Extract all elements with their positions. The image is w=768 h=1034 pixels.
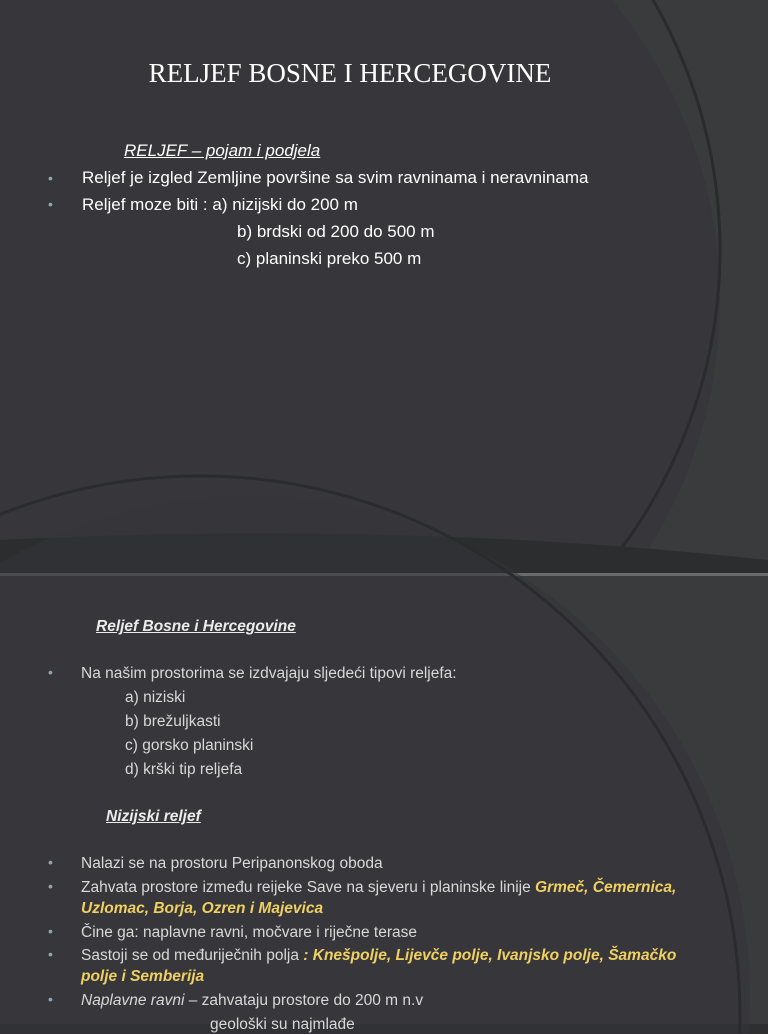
highlight-mountains: Grmeč, Čemernica, <box>535 879 677 896</box>
term: Naplavne ravni <box>81 992 185 1009</box>
bullet-icon: • <box>48 196 53 212</box>
highlight-fields: : Knešpolje, Lijevče polje, Ivanjsko polje, Šamačko <box>303 947 677 964</box>
section-heading: Nizijski reljef <box>106 808 201 825</box>
bullet-icon: • <box>48 854 53 870</box>
list-item: d) krški tip reljefa <box>125 761 243 778</box>
bullet-icon: • <box>48 946 53 962</box>
bullet-text: Reljef je izgled Zemljine površine sa svim ravninama i neravninama <box>82 168 589 187</box>
bullet-text: Nalazi se na prostoru Peripanonskog oboda <box>81 855 383 872</box>
bullet-text <box>81 992 423 1010</box>
bullet-icon: • <box>48 878 53 894</box>
highlight-mountains-continued: Uzlomac, Borja, Ozren i Majevica <box>81 900 324 917</box>
list-item: a) niziski <box>125 689 186 706</box>
list-item: b) brežuljkasti <box>125 713 221 730</box>
bullet-text: Reljef moze biti : a) nizijski do 200 m <box>82 195 358 214</box>
bullet-text <box>81 879 676 897</box>
bullet-text: Na našim prostorima se izdvajaju sljedeći tipovi reljefa: <box>81 665 457 682</box>
slide-subtitle: RELJEF – pojam i podjela <box>124 141 321 160</box>
list-item: c) gorsko planinski <box>125 737 254 754</box>
highlight-fields-continued: polje i Semberija <box>81 968 205 985</box>
bullet-text <box>81 947 676 965</box>
slide-title: RELJEF BOSNE I HERCEGOVINE <box>148 58 552 88</box>
cut-off-line: geološki su najmlađe <box>210 1016 355 1033</box>
bullet-icon: • <box>48 664 53 680</box>
bullet-icon: • <box>48 991 53 1007</box>
continuation-line: c) planinski preko 500 m <box>237 249 422 268</box>
section-heading: Reljef Bosne i Hercegovine <box>96 618 296 635</box>
bullet-text-plain: – zahvataju prostore do 200 m n.v <box>184 992 424 1009</box>
bullet-icon: • <box>48 923 53 939</box>
slide-2 <box>0 576 768 1033</box>
bullet-text: Čine ga: naplavne ravni, močvare i riječne terase <box>81 924 418 941</box>
continuation-line: b) brdski od 200 do 500 m <box>237 222 435 241</box>
bullet-text-plain: Sastoji se od međuriječnih polja <box>81 947 304 964</box>
bullet-text-plain: Zahvata prostore između reijeke Save na sjeveru i planinske linije <box>81 879 536 896</box>
bullet-icon: • <box>48 170 53 186</box>
